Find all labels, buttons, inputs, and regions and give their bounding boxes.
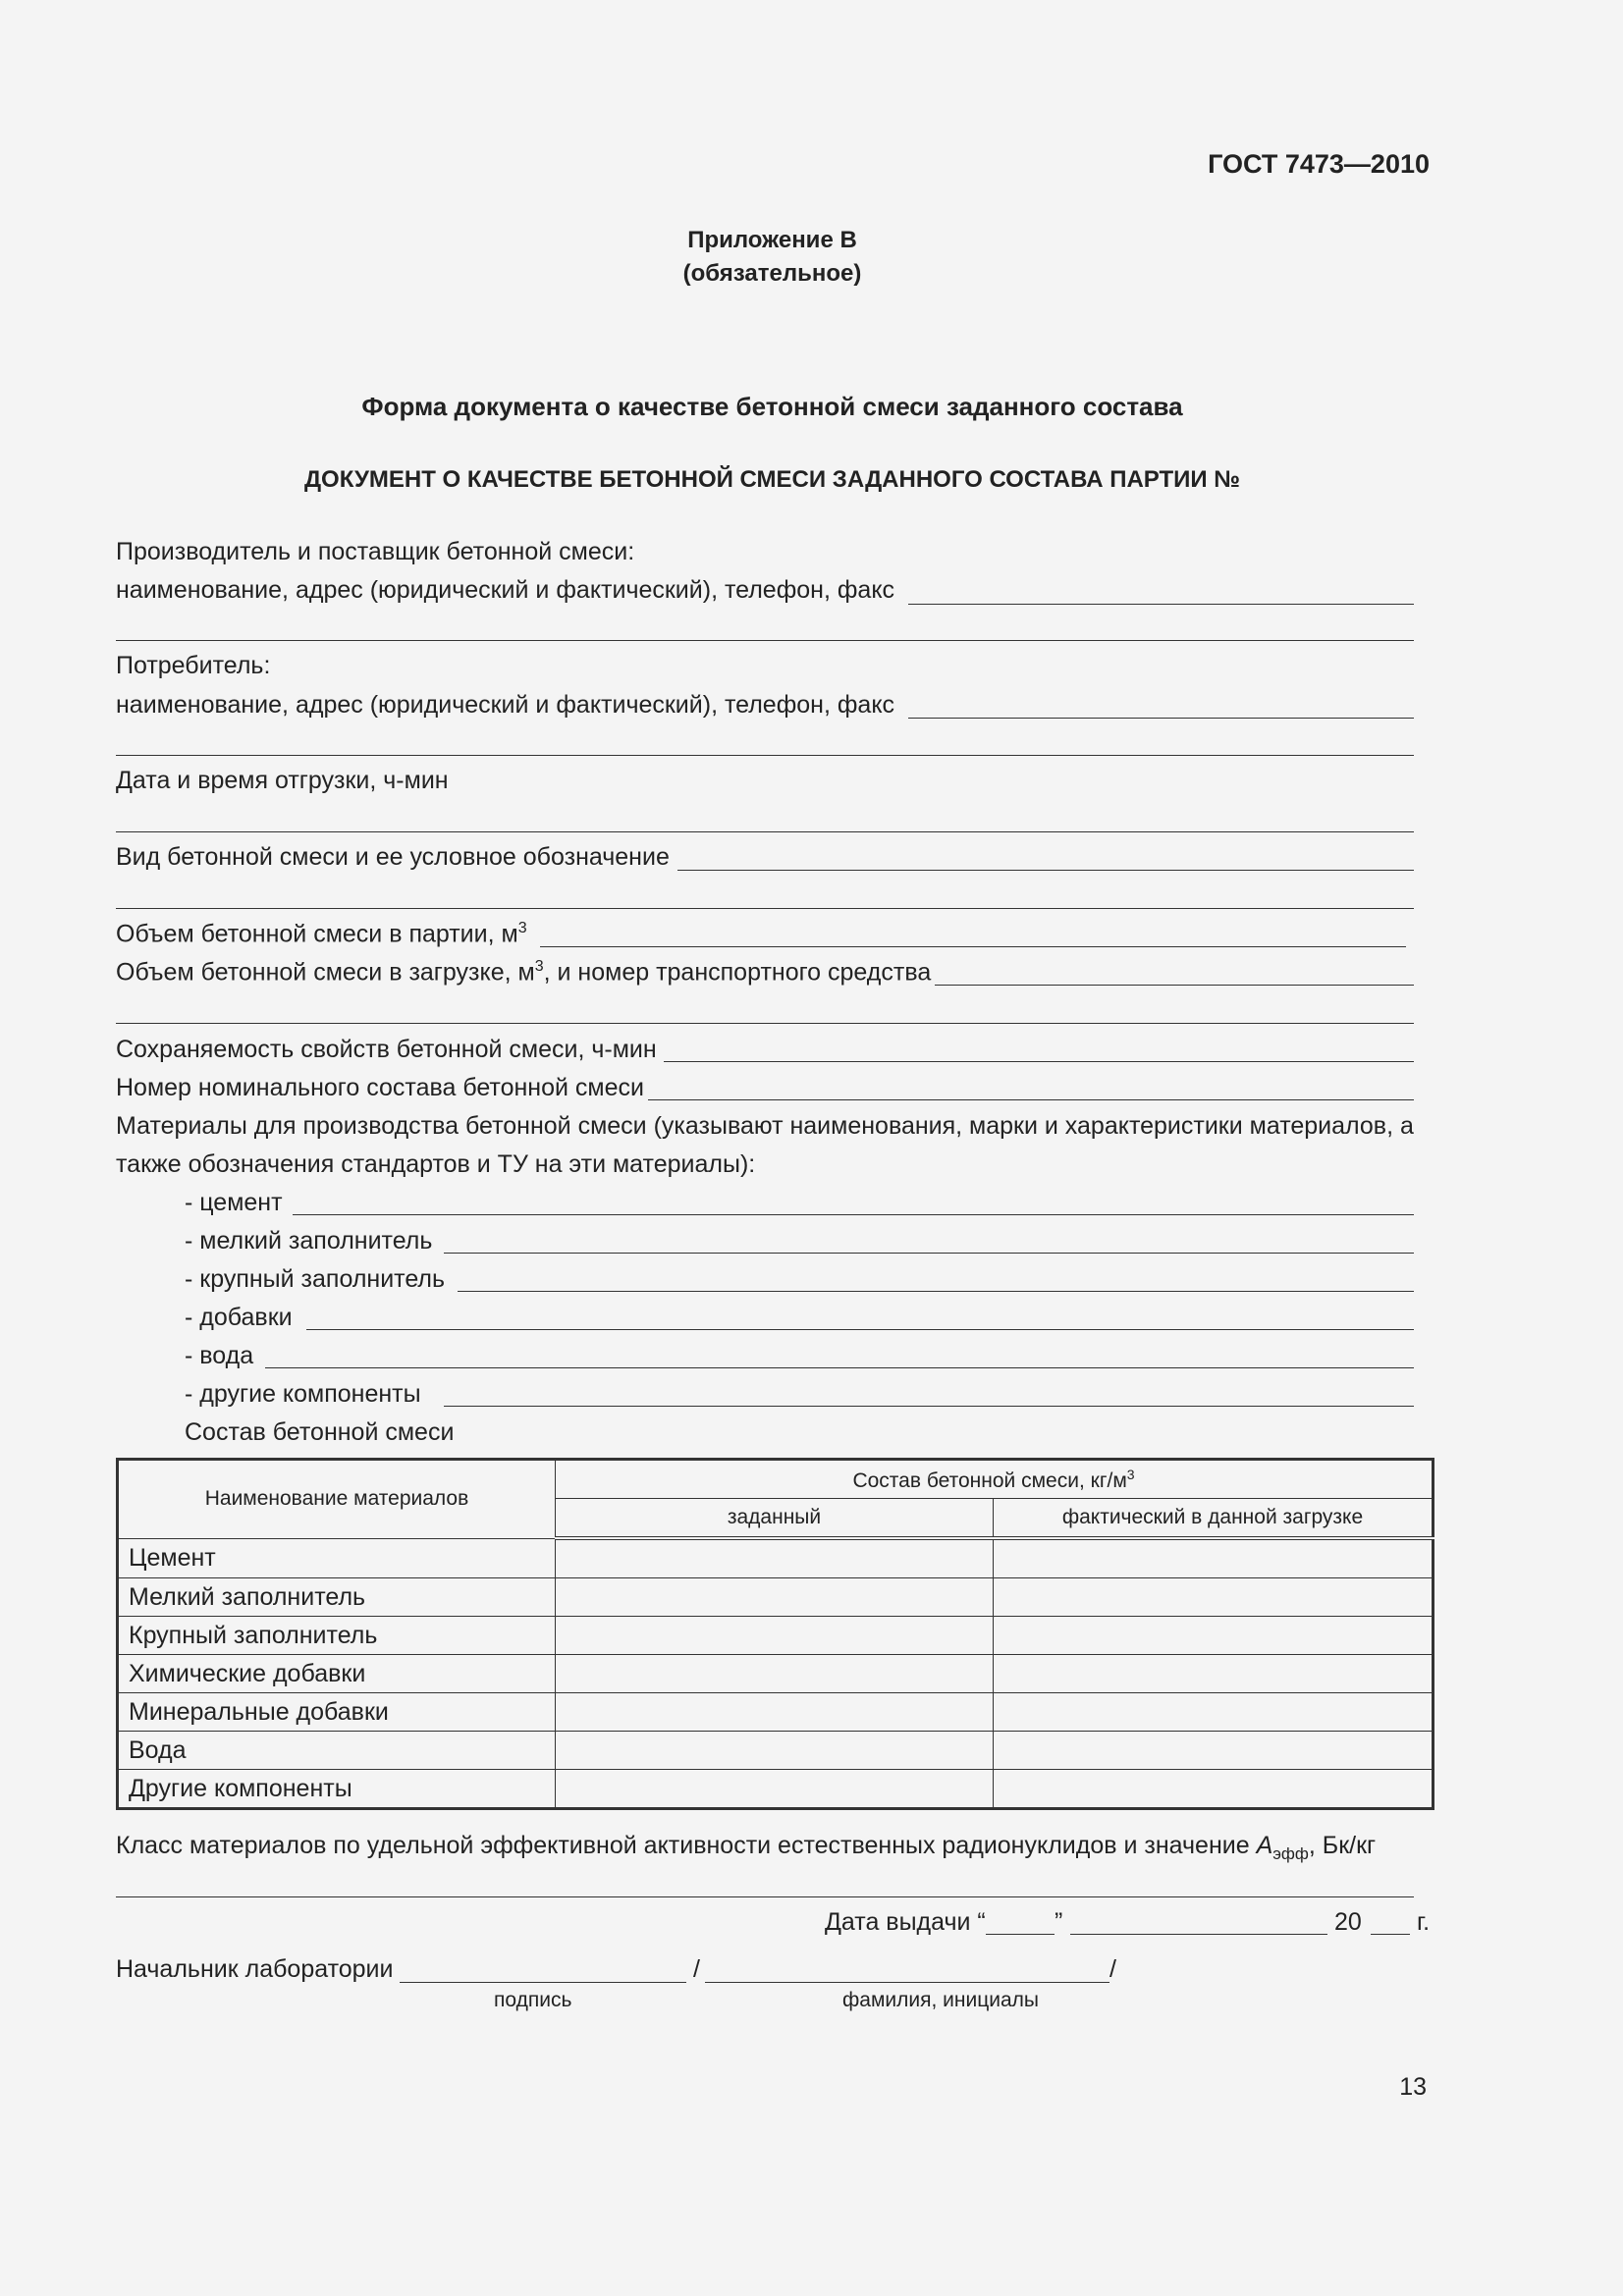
- table-row: [118, 1617, 1434, 1655]
- table-header-material: Наименование материалов: [118, 1460, 556, 1539]
- cell-specified[interactable]: [556, 1693, 994, 1732]
- table-header-group: Состав бетонной смеси, $кг/м^3$: [556, 1460, 1434, 1499]
- materials-description-line1: Материалы для производства бетонной смеси (указывают наименования, марки и характеристики материалов, а: [116, 1112, 1414, 1140]
- row-material: Минеральные добавки: [118, 1693, 556, 1732]
- consumer-details-field[interactable]: [908, 718, 1414, 719]
- issue-date-quote: ”: [1055, 1908, 1063, 1936]
- cell-actual[interactable]: [994, 1693, 1434, 1732]
- cell-specified[interactable]: [556, 1655, 994, 1693]
- material-item-water: - вода: [185, 1342, 254, 1369]
- table-row: [118, 1732, 1434, 1770]
- signature-slash-right: /: [1109, 1955, 1116, 1983]
- batch-volume-label: Объем бетонной смеси в партии, $м^3$: [116, 920, 527, 948]
- issue-year-field[interactable]: [1371, 1934, 1410, 1935]
- consumer-details-label: наименование, адрес (юридический и фактический), телефон, факс: [116, 691, 895, 719]
- shipment-datetime-field[interactable]: [116, 831, 1414, 832]
- table-header-actual: фактический в данной загрузке: [994, 1499, 1434, 1539]
- issue-date-label: Дата выдачи “: [825, 1908, 986, 1936]
- batch-volume-field[interactable]: [540, 946, 1406, 947]
- name-initials-field[interactable]: [705, 1982, 1109, 1983]
- load-volume-field-line2[interactable]: [116, 1023, 1414, 1024]
- table-row: [118, 1655, 1434, 1693]
- mix-type-field[interactable]: [677, 870, 1414, 871]
- load-volume-label: Объем бетонной смеси в загрузке, $м^3$, и номер транспортного средства: [116, 958, 932, 987]
- row-material: Химические добавки: [118, 1655, 556, 1693]
- issue-month-field[interactable]: [1070, 1934, 1327, 1935]
- producer-heading: Производитель и поставщик бетонной смеси:: [116, 538, 635, 565]
- signature-slash-left: /: [693, 1955, 700, 1983]
- radionuclide-label: Класс материалов по удельной эффективной активности естественных радионуклидов и значение $A_{эфф}$, Бк/кг: [116, 1832, 1377, 1863]
- cell-specified[interactable]: [556, 1732, 994, 1770]
- material-item-cement: - цемент: [185, 1189, 283, 1216]
- cell-actual[interactable]: [994, 1655, 1434, 1693]
- cell-specified[interactable]: [556, 1770, 994, 1809]
- table-header-specified: заданный: [556, 1499, 994, 1539]
- materials-description-line2: также обозначения стандартов и ТУ на эти материалы):: [116, 1150, 756, 1178]
- producer-details-label: наименование, адрес (юридический и фактический), телефон, факс: [116, 576, 895, 604]
- table-row: [118, 1578, 1434, 1617]
- lab-head-label: Начальник лаборатории: [116, 1955, 394, 1983]
- radionuclide-field[interactable]: [116, 1896, 1414, 1897]
- document-code: ГОСТ 7473—2010: [1208, 149, 1430, 179]
- mix-type-label: Вид бетонной смеси и ее условное обозначение: [116, 843, 670, 871]
- material-other-field[interactable]: [444, 1406, 1414, 1407]
- name-caption: фамилия, инициалы: [842, 1989, 1039, 2011]
- table-row: [118, 1538, 1434, 1578]
- material-item-coarse-aggregate: - крупный заполнитель: [185, 1265, 446, 1293]
- issue-day-field[interactable]: [986, 1934, 1055, 1935]
- row-material: Другие компоненты: [118, 1770, 556, 1809]
- document-title: ДОКУМЕНТ О КАЧЕСТВЕ БЕТОННОЙ СМЕСИ ЗАДАННОГО СОСТАВА ПАРТИИ №: [303, 466, 1241, 493]
- row-material: Вода: [118, 1732, 556, 1770]
- signature-field[interactable]: [400, 1982, 686, 1983]
- material-item-additives: - добавки: [185, 1304, 293, 1331]
- nominal-composition-label: Номер номинального состава бетонной смеси: [116, 1074, 644, 1101]
- material-additives-field[interactable]: [306, 1329, 1414, 1330]
- cell-specified[interactable]: [556, 1617, 994, 1655]
- cell-actual[interactable]: [994, 1578, 1434, 1617]
- material-water-field[interactable]: [265, 1367, 1414, 1368]
- row-material: Крупный заполнитель: [118, 1617, 556, 1655]
- form-title: Форма документа о качестве бетонной смеси заданного состава: [361, 392, 1183, 421]
- row-material: Мелкий заполнитель: [118, 1578, 556, 1617]
- property-retention-label: Сохраняемость свойств бетонной смеси, ч-мин: [116, 1036, 657, 1063]
- consumer-heading: Потребитель:: [116, 652, 271, 679]
- composition-label: Состав бетонной смеси: [185, 1418, 455, 1446]
- annex-status: (обязательное): [682, 260, 862, 287]
- annex-heading: [0, 224, 1544, 291]
- load-volume-field[interactable]: [935, 985, 1414, 986]
- signature-caption: подпись: [494, 1989, 572, 2011]
- page-number: 13: [1399, 2073, 1427, 2101]
- table-row: [118, 1770, 1434, 1809]
- issue-year-suffix: г.: [1417, 1908, 1431, 1936]
- mix-type-field-line2[interactable]: [116, 908, 1414, 909]
- annex-title: Приложение В: [687, 227, 857, 253]
- issue-year-prefix: 20: [1334, 1908, 1362, 1936]
- material-fine-aggregate-field[interactable]: [444, 1253, 1414, 1254]
- cell-actual[interactable]: [994, 1538, 1434, 1578]
- cell-actual[interactable]: [994, 1732, 1434, 1770]
- material-item-fine-aggregate: - мелкий заполнитель: [185, 1227, 433, 1255]
- row-material: Цемент: [118, 1538, 556, 1578]
- material-coarse-aggregate-field[interactable]: [458, 1291, 1414, 1292]
- producer-details-field-line2[interactable]: [116, 640, 1414, 641]
- material-cement-field[interactable]: [293, 1214, 1414, 1215]
- cell-actual[interactable]: [994, 1770, 1434, 1809]
- nominal-composition-field[interactable]: [648, 1099, 1414, 1100]
- material-item-other: - другие компоненты: [185, 1380, 421, 1408]
- cell-specified[interactable]: [556, 1578, 994, 1617]
- shipment-datetime-label: Дата и время отгрузки, ч-мин: [116, 767, 449, 794]
- composition-table: [116, 1458, 1434, 1810]
- consumer-details-field-line2[interactable]: [116, 755, 1414, 756]
- property-retention-field[interactable]: [664, 1061, 1414, 1062]
- table-row: [118, 1693, 1434, 1732]
- cell-specified[interactable]: [556, 1538, 994, 1578]
- producer-details-field[interactable]: [908, 604, 1414, 605]
- cell-actual[interactable]: [994, 1617, 1434, 1655]
